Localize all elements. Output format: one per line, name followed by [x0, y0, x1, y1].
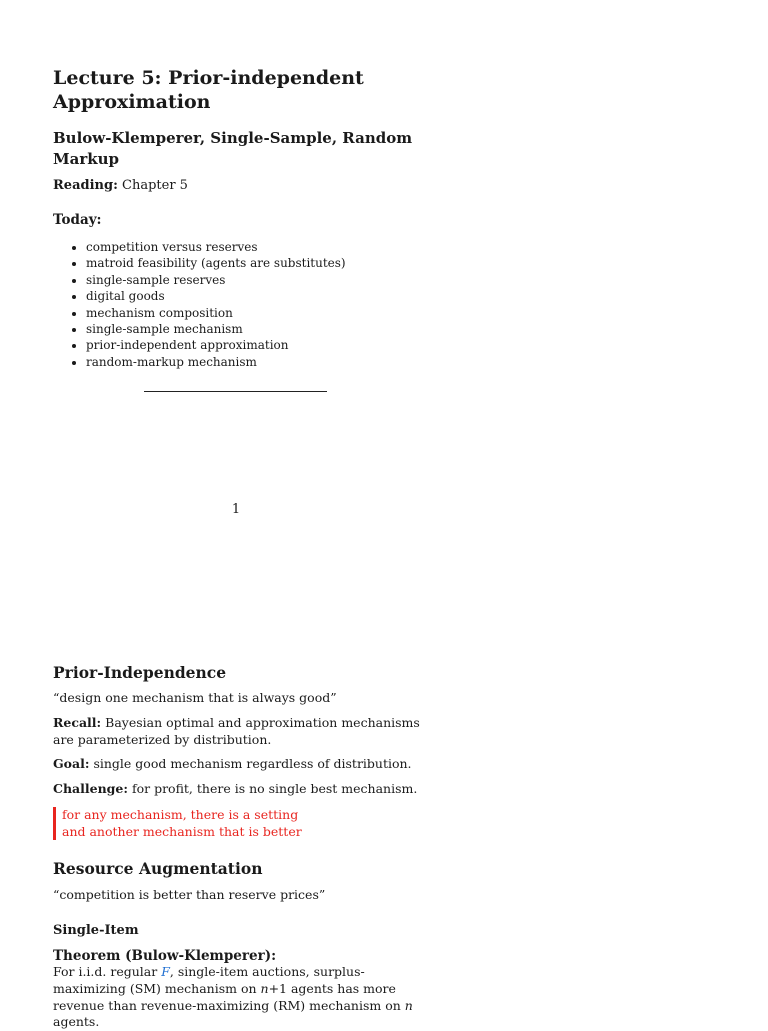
callout-line: for any mechanism, there is a setting — [62, 807, 299, 822]
callout-line: and another mechanism that is better — [62, 823, 302, 839]
theorem-text-part: agents has more revenue than revenue-maximizing (RM) mechanism on — [53, 980, 405, 1013]
prior-independence-quote: “design one mechanism that is always good” — [53, 690, 337, 705]
list-item: • digital goods — [86, 288, 346, 304]
challenge-callout — [53, 807, 302, 840]
recall-paragraph — [53, 715, 423, 749]
today-heading: Today: — [53, 212, 102, 228]
reading-label: Reading: — [53, 178, 118, 193]
theorem-text — [53, 964, 423, 1031]
challenge-label: Challenge: — [53, 781, 128, 796]
theorem-text-part: , single-item auctions, surplus-maximizing (SM) mechanism on — [53, 964, 365, 996]
today-list — [53, 239, 346, 370]
list-item: • competition versus reserves — [86, 239, 346, 255]
variable-n: n — [260, 980, 269, 996]
theorem-text-part: agents. — [53, 1014, 100, 1030]
reading-text: Chapter 5 — [122, 178, 188, 193]
plus-one: +1 — [268, 980, 287, 996]
challenge-text: for profit, there is no single best mechanism. — [131, 781, 418, 796]
list-item: • single-sample reserves — [86, 272, 346, 288]
page-subtitle: Bulow-Klemperer, Single-Sample, Random Markup — [53, 129, 413, 168]
goal-text: single good mechanism regardless of distribution. — [93, 756, 412, 771]
goal-label: Goal: — [53, 756, 90, 771]
theorem-text-part: For i.i.d. regular — [53, 964, 162, 979]
recall-text: Bayesian optimal and approximation mechanisms are parameterized by distribution. — [53, 715, 420, 747]
page-number: 1 — [231, 502, 241, 517]
section-heading-prior-independence: Prior-Independence — [53, 663, 227, 682]
page-title: Lecture 5: Prior-independent Approximation — [53, 67, 364, 113]
reading-line — [53, 177, 188, 194]
goal-paragraph — [53, 756, 423, 773]
recall-label: Recall: — [53, 715, 102, 730]
variable-F: F — [161, 964, 170, 979]
list-item: • mechanism composition — [86, 305, 346, 321]
variable-n: n — [404, 997, 413, 1013]
divider — [144, 391, 327, 392]
subheading-single-item: Single-Item — [53, 923, 139, 938]
resource-augmentation-quote: “competition is better than reserve prices” — [53, 887, 326, 902]
list-item: • prior-independent approximation — [86, 337, 346, 353]
list-item: • matroid feasibility (agents are substitutes) — [86, 255, 346, 271]
theorem-title: Theorem (Bulow-Klemperer): — [53, 948, 277, 964]
challenge-paragraph — [53, 781, 423, 798]
list-item: • random-markup mechanism — [86, 354, 346, 370]
list-item: • single-sample mechanism — [86, 321, 346, 337]
section-heading-resource-augmentation: Resource Augmentation — [53, 859, 263, 878]
